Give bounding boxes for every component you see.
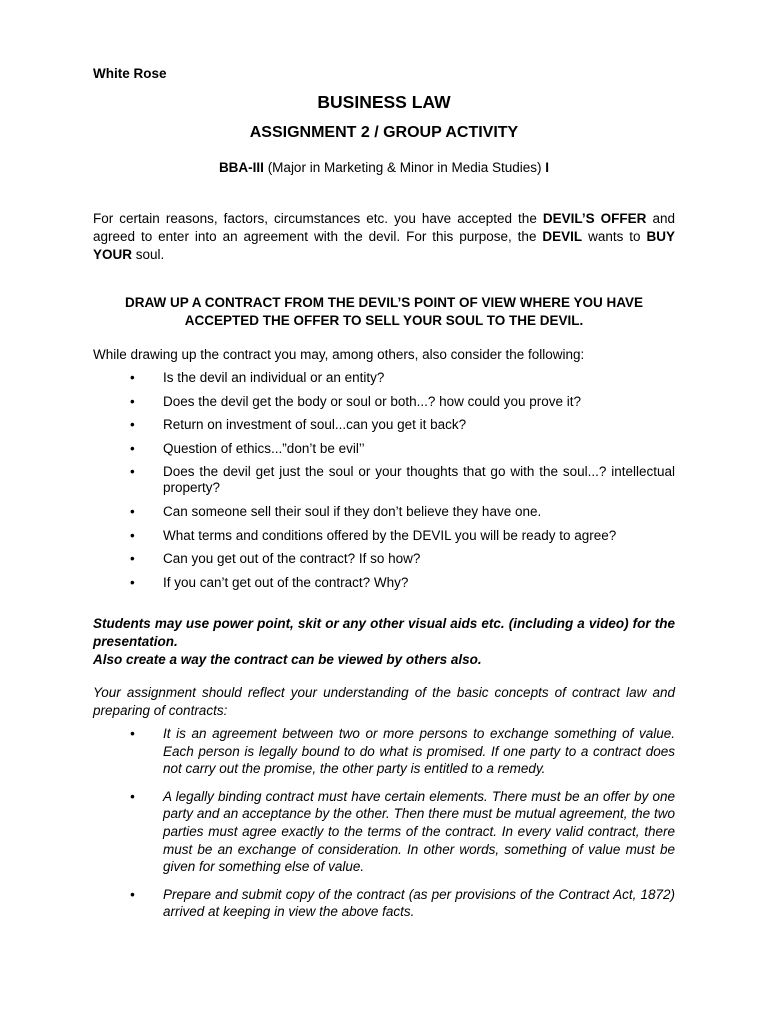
bullet-icon: • xyxy=(130,726,135,741)
list-item-text: If you can’t get out of the contract? Why? xyxy=(163,574,409,590)
list-item-text: Does the devil get just the soul or your thoughts that go with the soul...? intellectual property? xyxy=(163,464,675,496)
consider-list xyxy=(93,370,675,598)
list-item xyxy=(93,370,675,386)
list-item-text: Return on investment of soul...can you get it back? xyxy=(163,417,467,433)
list-item-text: A legally binding contract must have certain elements. There must be an offer by one party and an acceptance by the other. Then there must be mutual agreement, the two parties must agree exactly to the terms of the contract. In every valid contract, there must be an exchange of consideration. In other words, something of value must be given for something else of value. xyxy=(163,788,675,875)
list-item xyxy=(93,528,675,544)
list-item xyxy=(93,394,675,410)
students-note xyxy=(93,615,675,669)
list-item xyxy=(93,504,675,520)
program-suffix: I xyxy=(545,160,550,175)
list-item xyxy=(93,441,675,457)
school-name: White Rose xyxy=(93,66,167,81)
list-item xyxy=(93,551,675,567)
list-item-text: Can you get out of the contract? If so how? xyxy=(163,551,421,567)
understanding-intro: Your assignment should reflect your understanding of the basic concepts of contract law and preparing of contracts: xyxy=(93,685,675,718)
bullet-icon: • xyxy=(130,370,135,385)
bullet-icon: • xyxy=(130,527,135,543)
bullet-icon: • xyxy=(130,393,135,409)
consider-intro: While drawing up the contract you may, among others, also consider the following: xyxy=(93,347,585,362)
list-item-text: What terms and conditions offered by the DEVIL you will be ready to agree? xyxy=(163,527,617,543)
bullet-icon: • xyxy=(130,551,135,567)
intro-bold-devils-offer: DEVIL’S OFFER xyxy=(542,211,647,226)
assignment-title: ASSIGNMENT 2 / GROUP ACTIVITY xyxy=(249,124,519,141)
task-heading: DRAW UP A CONTRACT FROM THE DEVIL’S POINT OF VIEW WHERE YOU HAVE ACCEPTED THE OFFER TO SELL YOUR SOUL TO THE DEVIL. xyxy=(124,295,644,328)
list-item-text: Can someone sell their soul if they don’t believe they have one. xyxy=(163,503,542,519)
program-code: BBA-III xyxy=(218,160,264,175)
intro-text-4: soul. xyxy=(132,247,165,262)
bullet-icon: • xyxy=(130,788,135,804)
bullet-icon: • xyxy=(130,464,135,480)
list-item-text: Prepare and submit copy of the contract (as per provisions of the Contract Act, 1872) arrived at keeping in view the above facts. xyxy=(163,886,675,920)
program-detail: (Major in Marketing & Minor in Media Studies) xyxy=(263,160,546,175)
bullet-icon: • xyxy=(130,503,135,519)
list-item xyxy=(93,886,675,921)
intro-bold-buy-your: BUY YOUR xyxy=(93,229,675,262)
list-item-text: Is the devil an individual or an entity? xyxy=(163,370,385,385)
bullet-icon: • xyxy=(130,574,135,590)
bullet-icon: • xyxy=(130,886,135,902)
intro-text-2: and agreed to enter into an agreement with the devil. For this purpose, the xyxy=(93,211,676,244)
intro-bold-devil: DEVIL xyxy=(542,229,583,244)
list-item-text: It is an agreement between two or more persons to exchange something of value. Each person is legally bound to do what is promised. If one party to a contract does not carry out the promise, the other party is entitled to a remedy. xyxy=(163,726,675,777)
list-item-text: Does the devil get the body or soul or both...? how could you prove it? xyxy=(163,393,582,409)
understanding-list xyxy=(93,725,675,931)
students-note-line-2: Also create a way the contract can be viewed by others also. xyxy=(93,652,482,667)
intro-text-3: wants to xyxy=(582,229,647,244)
document-title: BUSINESS LAW xyxy=(317,92,451,112)
bullet-icon: • xyxy=(130,417,135,433)
list-item xyxy=(93,788,675,876)
list-item xyxy=(93,575,675,591)
intro-paragraph xyxy=(93,210,675,264)
list-item xyxy=(93,464,675,496)
program-line xyxy=(0,160,768,175)
list-item xyxy=(93,417,675,433)
bullet-icon: • xyxy=(130,440,135,456)
list-item-text: Question of ethics...”don’t be evil’’ xyxy=(163,440,365,456)
list-item xyxy=(93,725,675,778)
intro-text-1: For certain reasons, factors, circumstances etc. you have accepted the xyxy=(93,211,543,226)
students-note-line-1: Students may use power point, skit or any other visual aids etc. (including a video) for the presentation. xyxy=(93,616,675,649)
